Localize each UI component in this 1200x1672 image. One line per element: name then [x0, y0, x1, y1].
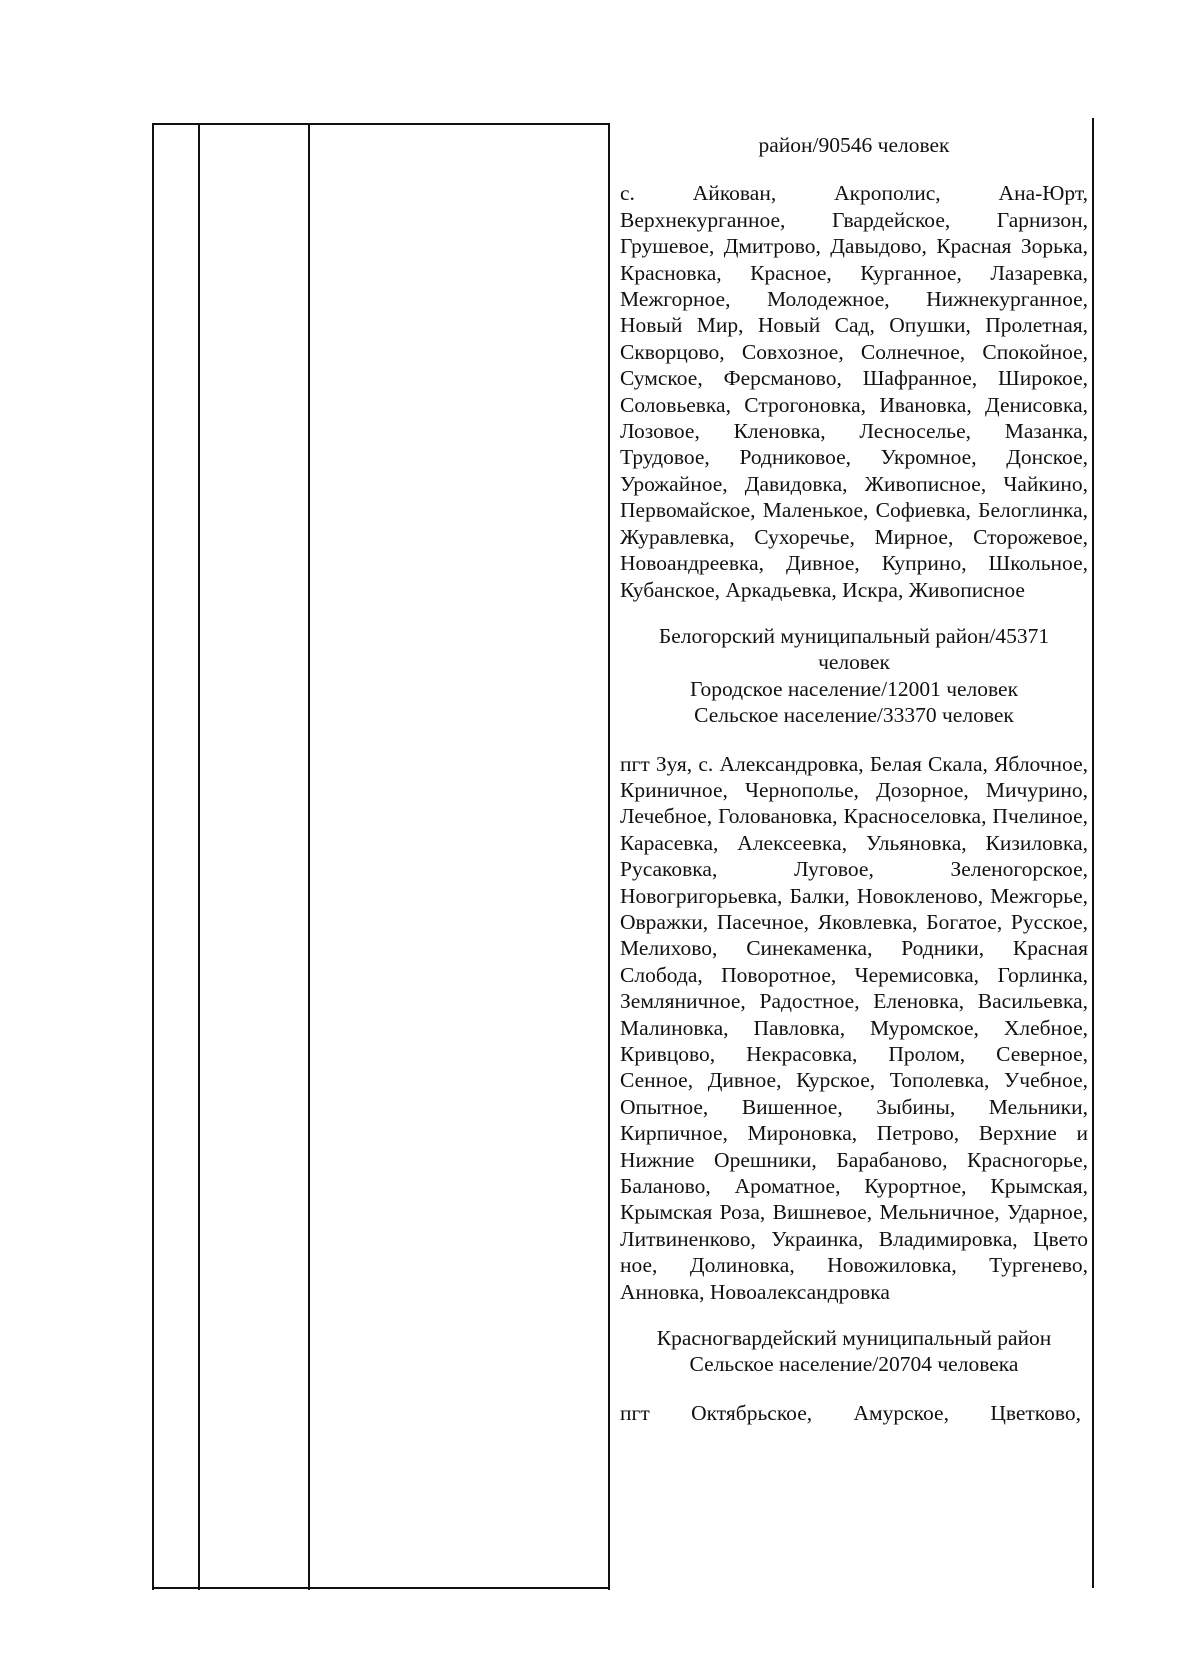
- table-border-left: [152, 123, 154, 1590]
- district2-heading: [620, 623, 1088, 729]
- district2-title-line1: Белогорский муниципальный район/45371: [658, 623, 1050, 648]
- district3-title: Красногвардейский муниципальный район: [656, 1326, 1052, 1351]
- district3-settlements-text: пгт Октябрьское, Амурское, Цветково,: [620, 1400, 1082, 1425]
- district3-settlements-start: [620, 1400, 1088, 1426]
- district1-header-tail: район/90546 человек: [758, 133, 950, 157]
- district2-rural: Сельское население/33370 человек: [694, 703, 1014, 728]
- district2-title-line2: человек: [818, 650, 890, 675]
- district2-settlements: пгт Зуя, с. Александровка, Белая Скала, Яблочное, Криничное, Чернополье, Дозорное, Мичурино, Лечебное, Головановка, Красноселовка, Пчелиное, Карасевка, Алексеевка, Ульяновка, Кизиловка, Русаковка, Луговое, Зеленогорское, Новогригорьевка, Балки, Новокленово, Межгорье, Овражки, Пасечное, Яковлевка, Богатое, Русское, Мелихово, Синекаменка, Родники, Красная Слобода, Поворотное, Черемисовка, Горлинка, Земляничное, Радостное, Еленовка, Васильевка, Малиновка, Павловка, Муромское, Хлебное, Кривцово, Некрасовка, Пролом, Северное, Сенное, Дивное, Курское, Тополевка, Учебное, Опытное, Вишенное, Зыбины, Мельники, Кирпичное, Мироновка, Петрово, Верхние и Нижние Орешники, Барабаново, Красногорье, Баланово, Ароматное, Курортное, Крымская, Крымская Роза, Вишневое, Мельничное, Ударное, Литвиненково, Украинка, Владимировка, Цвето ное, Долиновка, Новожиловка, Тургенево, Анновка, Новоалександровка: [620, 751, 1088, 1304]
- table-border-col4: [608, 123, 610, 1590]
- district3-heading: [620, 1325, 1088, 1378]
- district1-settlements: с. Айкован, Акрополис, Ана-Юрт, Верхнекурганное, Гвардейское, Гарнизон, Грушевое, Дмитрово, Давыдово, Красная Зорька, Красновка, Красное, Курганное, Лазаревка, Межгорное, Молодежное, Нижнекурганное, Новый Мир, Новый Сад, Опушки, Пролетная, Скворцово, Совхозное, Солнечное, Спокойное, Сумское, Ферсманово, Шафранное, Широкое, Соловьевка, Строгоновка, Ивановка, Денисовка, Лозовое, Кленовка, Лесноселье, Мазанка, Трудовое, Родниковое, Укромное, Донское, Урожайное, Давидовка, Живописное, Чайкино, Первомайское, Маленькое, Софиевка, Белоглинка, Журавлевка, Сухоречье, Мирное, Сторожевое, Новоандреевка, Дивное, Куприно, Школьное, Кубанское, Аркадьевка, Искра, Живописное: [620, 181, 1088, 602]
- district3-rural: Сельское население/20704 человека: [689, 1352, 1019, 1377]
- table-border-col3: [308, 123, 310, 1590]
- district2-urban: Городское население/12001 человек: [689, 676, 1019, 701]
- table-border-top: [152, 123, 610, 125]
- table-border-right: [1092, 118, 1094, 1588]
- table-border-bottom: [152, 1587, 610, 1589]
- settlements-cell: [620, 132, 1088, 1426]
- table-border-col2: [198, 123, 200, 1590]
